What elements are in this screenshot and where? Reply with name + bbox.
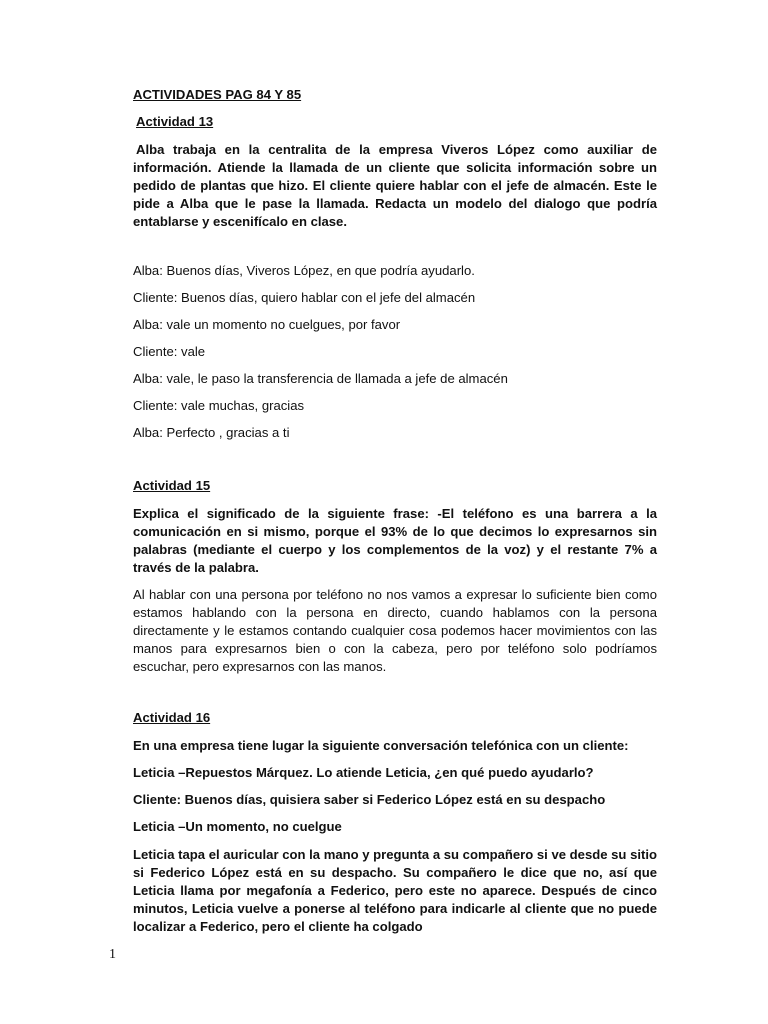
dialogue-line: Cliente: Buenos días, quiero hablar con el jefe del almacén: [133, 290, 476, 305]
activity-15-answer: Al hablar con una persona por teléfono no nos vamos a expresar lo suficiente bien como estamos hablando con la persona en directo, cuando hablamos con la persona directamente y le estamos contando cualquier cosa podemos hacer movimientos con las manos para expresarnos bien o con la cabeza, pero por teléfono solo podríamos escuchar, pero expresarnos con las manos.: [133, 587, 657, 674]
activity-15-prompt: Explica el significado de la siguiente frase: -El teléfono es una barrera a la comunicación en si mismo, porque el 93% de lo que decimos lo expresarnos sin palabras (mediante el cuerpo y los complementos de la voz) y el restante 7% a través de la palabra.: [133, 506, 657, 575]
dialogue-line: Cliente: vale: [133, 344, 206, 359]
activity-13-prompt: Alba trabaja en la centralita de la empresa Viveros López como auxiliar de información. Atiende la llamada de un cliente que solicita información sobre un pedido de plantas que hizo. El cliente quiere hablar con el jefe de almacén. Este le pide a Alba que le pase la llamada. Redacta un modelo del dialogo que podría entablarse y escenifícalo en clase.: [133, 142, 657, 229]
activity-16-narrative: Leticia tapa el auricular con la mano y pregunta a su compañero si ve desde su sitio si Federico López está en su despacho. Su compañero le dice que no, así que Leticia llama por megafonía a Federico, pero este no aparece. Después de cinco minutos, Leticia vuelve a ponerse al teléfono para indicarle al cliente que no puede localizar a Federico, pero el cliente ha colgado: [133, 847, 657, 934]
activity-16-title: Actividad 16: [133, 710, 211, 725]
document-body: [133, 86, 657, 936]
dialogue-line: Alba: Buenos días, Viveros López, en que podría ayudarlo.: [133, 263, 475, 278]
conversation-line: Leticia –Un momento, no cuelgue: [133, 819, 342, 834]
activity-15-title: Actividad 15: [133, 478, 211, 493]
dialogue-line: Alba: Perfecto , gracias a ti: [133, 425, 290, 440]
conversation-line: Leticia –Repuestos Márquez. Lo atiende Leticia, ¿en qué puedo ayudarlo?: [133, 765, 594, 780]
page-number: 1: [109, 947, 116, 962]
activity-13-title: Actividad 13: [136, 114, 214, 129]
dialogue-line: Alba: vale, le paso la transferencia de llamada a jefe de almacén: [133, 371, 508, 386]
conversation-line: Cliente: Buenos días, quisiera saber si Federico López está en su despacho: [133, 792, 606, 807]
dialogue-line: Cliente: vale muchas, gracias: [133, 398, 305, 413]
activity-16-intro: En una empresa tiene lugar la siguiente conversación telefónica con un cliente:: [133, 738, 629, 753]
document-header: ACTIVIDADES PAG 84 Y 85: [133, 87, 302, 102]
dialogue-line: Alba: vale un momento no cuelgues, por favor: [133, 317, 401, 332]
